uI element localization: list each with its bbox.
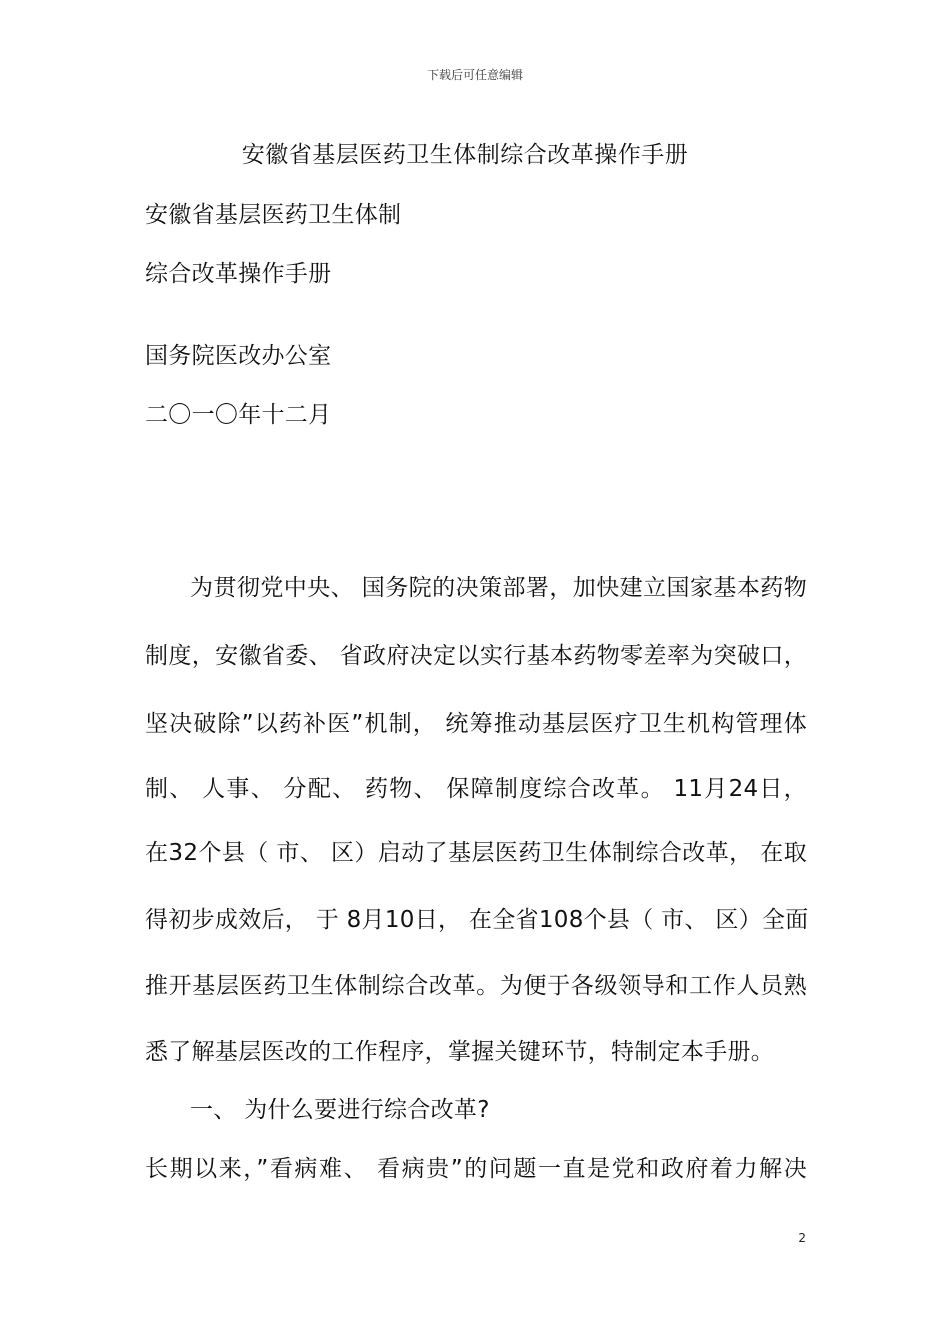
body-line: 为贯彻党中央、 国务院的决策部署，加快建立国家基本药物 [190, 575, 807, 601]
section-heading: 一、 为什么要进行综合改革? [190, 1097, 490, 1123]
document-title: 安徽省基层医药卫生体制综合改革操作手册 [241, 142, 689, 168]
header-note: 下载后可任意编辑 [426, 68, 523, 82]
page-number: 2 [798, 1231, 806, 1245]
body-line: 制、 人事、 分配、 药物、 保障制度综合改革。 11月24日， [145, 776, 807, 802]
body-line: 制度，安徽省委、 省政府决定以实行基本药物零差率为突破口， [145, 643, 807, 669]
body-line: 推开基层医药卫生体制综合改革。为便于各级领导和工作人员熟 [145, 973, 807, 999]
body-line: 得初步成效后， 于 8月10日， 在全省108个县（ 市、 区）全面 [145, 907, 809, 933]
cover-title-line1: 安徽省基层医药卫生体制 [145, 202, 402, 228]
issuer: 国务院医改办公室 [145, 343, 332, 369]
body-line: 在32个县（ 市、 区）启动了基层医药卫生体制综合改革， 在取 [145, 840, 807, 866]
issue-date: 二〇一〇年十二月 [145, 402, 332, 428]
cover-title-line2: 综合改革操作手册 [145, 261, 332, 287]
body-line: 悉了解基层医改的工作程序，掌握关键环节，特制定本手册。 [145, 1039, 775, 1065]
body-line: 长期以来，”看病难、 看病贵”的问题一直是党和政府着力解决 [145, 1156, 807, 1182]
body-line: 坚决破除”以药补医”机制， 统筹推动基层医疗卫生机构管理体 [145, 711, 807, 737]
